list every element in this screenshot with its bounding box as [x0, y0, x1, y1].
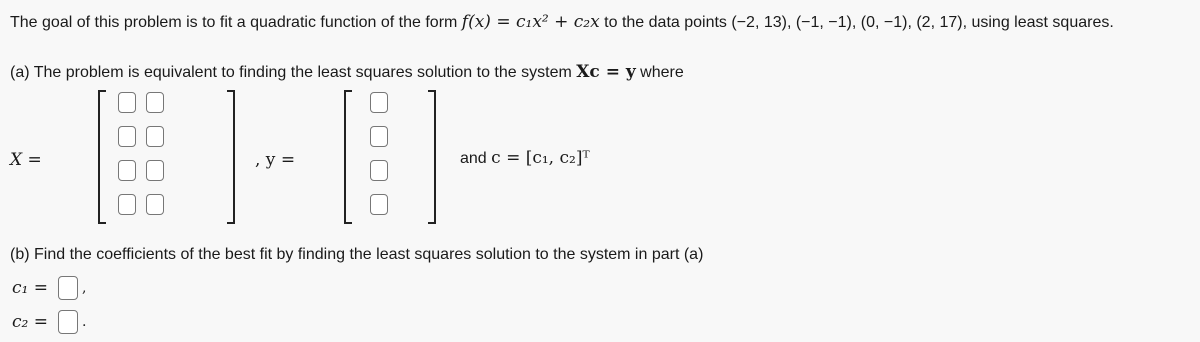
x-entry-2-1[interactable] [118, 126, 136, 147]
part-a-prompt: (a) The problem is equivalent to finding the least squares solution to the system [10, 64, 577, 81]
c2-answer-box[interactable] [58, 310, 78, 334]
y-vector-left-bracket [344, 90, 352, 224]
x-matrix-left-bracket [98, 90, 106, 224]
x-entry-4-1[interactable] [118, 194, 136, 215]
c1-label: c₁ = [12, 278, 48, 298]
c2-label: c₂ = [12, 312, 48, 332]
part-b-text: (b) Find the coefficients of the best fit by finding the least squares solution to the system in part (a) [10, 246, 704, 263]
x-entry-1-1[interactable] [118, 92, 136, 113]
x-entry-3-1[interactable] [118, 160, 136, 181]
y-entry-4[interactable] [370, 194, 388, 215]
c1-answer-box[interactable] [58, 276, 78, 300]
y-entry-2[interactable] [370, 126, 388, 147]
intro-formula: f(x) = c₁x² + c₂x [461, 12, 600, 32]
intro-text [10, 12, 1114, 32]
intro-before: The goal of this problem is to fit a quadratic function of the form [10, 14, 462, 31]
y-vector-right-bracket [428, 90, 436, 224]
intro-after: to the data points (−2, 13), (−1, −1), (0, −1), (2, 17), using least squares. [599, 14, 1114, 31]
x-entry-1-2[interactable] [146, 92, 164, 113]
x-matrix-label: X = [10, 150, 42, 170]
x-entry-2-2[interactable] [146, 126, 164, 147]
x-entry-3-2[interactable] [146, 160, 164, 181]
y-vector-label: , y = [255, 150, 296, 170]
x-matrix-right-bracket [227, 90, 235, 224]
y-entry-3[interactable] [370, 160, 388, 181]
part-a-system: Xc = y [576, 62, 636, 82]
c2-punct: . [82, 314, 87, 330]
c1-punct: , [82, 280, 87, 296]
x-entry-4-2[interactable] [146, 194, 164, 215]
part-a-where: where [635, 64, 684, 81]
c-definition-and: and [460, 150, 492, 167]
y-entry-1[interactable] [370, 92, 388, 113]
part-a-text [10, 62, 684, 82]
c-definition [460, 148, 590, 168]
c-definition-vector: c = [c₁, c₂]ᵀ [491, 148, 590, 168]
